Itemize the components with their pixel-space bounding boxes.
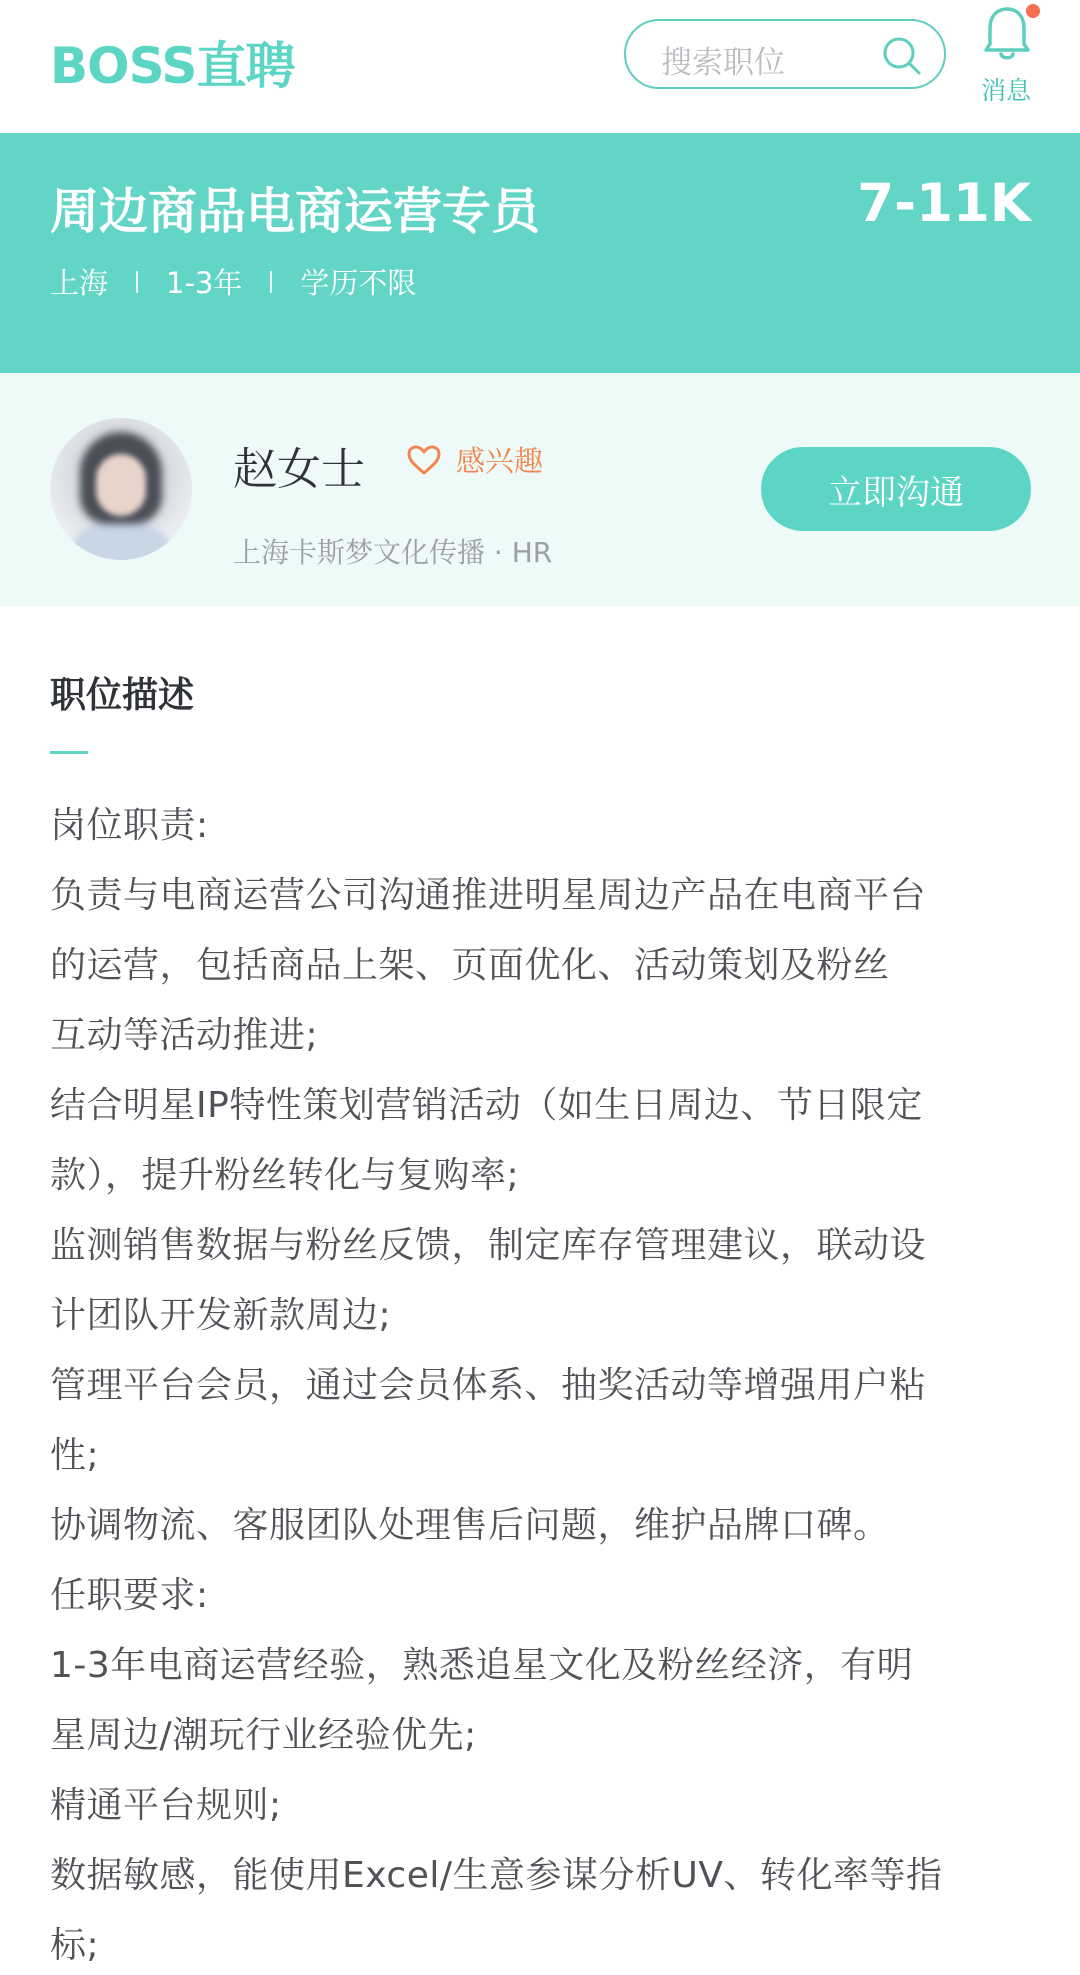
description-line: 互动等活动推进; [50,1015,319,1056]
description-line: 性; [50,1435,100,1476]
top-header [0,0,1080,133]
description-line: 标; [50,1925,100,1966]
title-underline [50,751,88,754]
description-line: 计团队开发新款周边; [50,1295,392,1336]
meta-divider [270,271,272,293]
description-line: 数据敏感，能使用Excel/生意参谋分析UV、转化率等指 [50,1855,943,1896]
description-line: 精通平台规则; [50,1785,282,1826]
recruiter-card [0,373,1080,606]
recruiter-name: 赵女士 [233,444,365,495]
search-icon[interactable] [880,34,924,78]
description-line: 星周边/潮玩行业经验优先; [50,1715,477,1756]
description-body [50,791,1040,1975]
interest-label: 感兴趣 [456,444,544,478]
recruiter-company: 上海卡斯梦文化传播 · HR [233,536,553,569]
description-line: 结合明星IP特性策划营销活动（如生日周边、节日限定 [50,1085,923,1126]
description-line: 任职要求: [50,1575,209,1616]
search-input[interactable] [624,19,946,89]
description-line: 管理平台会员，通过会员体系、抽奖活动等增强用户粘 [50,1365,927,1406]
heart-icon [406,444,442,476]
description-line: 1-3年电商运营经验，熟悉追星文化及粉丝经济，有明 [50,1645,914,1686]
interest-button[interactable] [406,439,543,480]
job-city: 上海 [50,266,109,300]
bell-icon [982,4,1032,62]
meta-divider [136,271,138,293]
chat-now-button[interactable]: 立即沟通 [761,447,1031,531]
job-banner [0,133,1080,373]
messages-label: 消息 [981,76,1032,105]
avatar[interactable] [50,418,192,560]
description-line: 的运营，包括商品上架、页面优化、活动策划及粉丝 [50,945,890,986]
description-line: 款），提升粉丝转化与复购率; [50,1155,520,1196]
job-title: 周边商品电商运营专员 [50,183,541,240]
job-meta [50,261,416,302]
description-title: 职位描述 [50,675,195,716]
job-education: 学历不限 [300,266,417,300]
description-line: 监测销售数据与粉丝反馈，制定库存管理建议，联动设 [50,1225,927,1266]
job-experience: 1-3年 [166,266,243,300]
description-line: 岗位职责: [50,805,209,846]
job-salary: 7-11K [857,173,1031,234]
search-placeholder: 搜索职位 [661,45,785,81]
description-line: 协调物流、客服团队处理售后问题，维护品牌口碑。 [50,1505,890,1546]
notification-dot [1026,4,1040,18]
description-line: 负责与电商运营公司沟通推进明星周边产品在电商平台 [50,875,927,916]
messages-button[interactable] [978,4,1038,104]
boss-logo[interactable]: BOSS直聘 [50,37,295,95]
